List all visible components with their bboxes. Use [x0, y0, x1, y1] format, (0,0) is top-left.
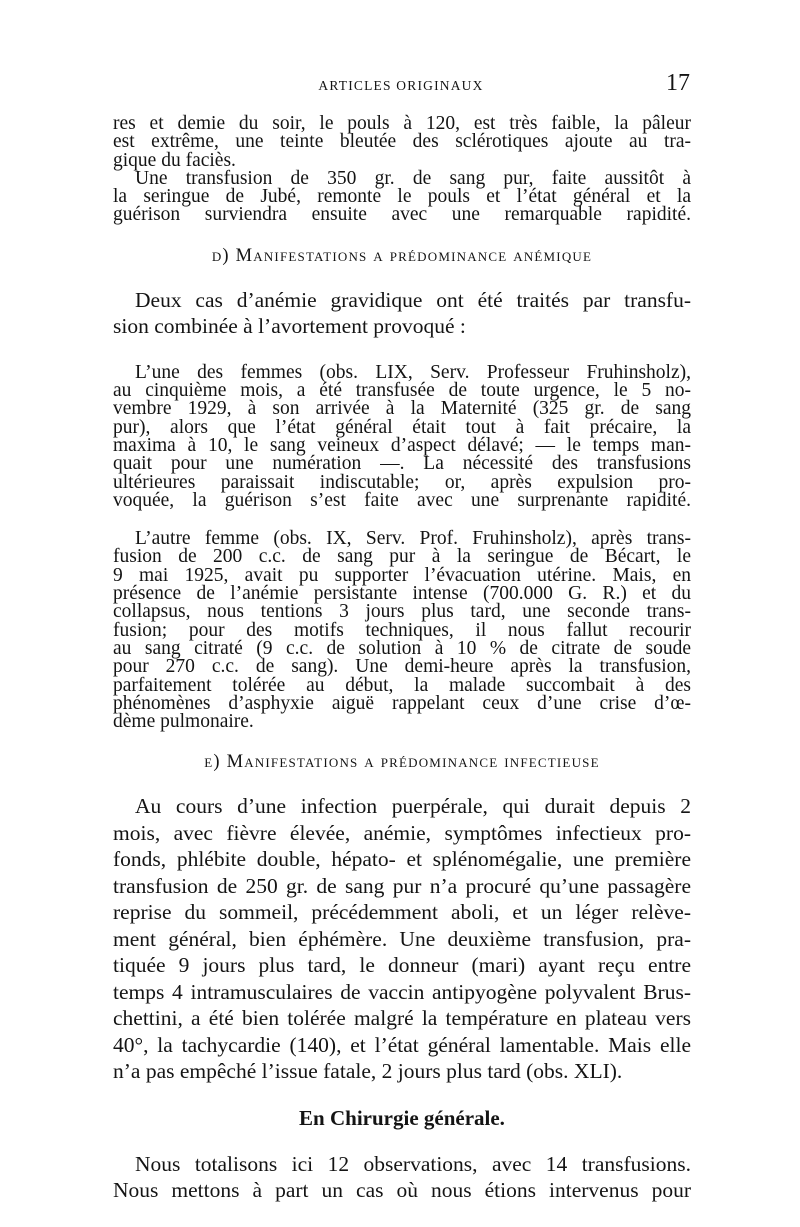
text-line: parfaitement tolérée au début, la malade succombait à des [113, 674, 691, 696]
text-line: guérison surviendra ensuite avec une remarquable rapidité. [113, 204, 691, 226]
text-line: la seringue de Jubé, remonte le pouls et l’état général et la [113, 186, 691, 208]
text-line: transfusion de 250 gr. de sang pur n’a procuré qu’une passagère [113, 873, 691, 898]
text-line: L’une des femmes (obs. LIX, Serv. Professeur Fruhinsholz), [135, 361, 691, 383]
page-body [113, 115, 691, 1204]
page-number: 17 [666, 70, 690, 96]
text-line: pour 270 c.c. de sang). Une demi-heure après la transfusion, [113, 656, 691, 678]
text-line: pur), alors que l’état général était tout à fait précaire, la [113, 416, 691, 438]
text-line: Nous totalisons ici 12 observations, avec 14 transfusions. [135, 1151, 691, 1176]
section-heading-e: e) Manifestations a prédominance infectieuse [204, 752, 600, 773]
text-line: fusion; pour des motifs techniques, il nous fallut recourir [113, 619, 691, 641]
running-title: ARTICLES ORIGINAUX [318, 78, 484, 93]
text-line: collapsus, nous tentions 3 jours plus tard, une seconde trans- [113, 601, 691, 623]
text-line: L’autre femme (obs. IX, Serv. Prof. Fruhinsholz), après trans- [135, 528, 691, 550]
text-line: présence de l’anémie persistante intense (700.000 G. R.) et du [113, 583, 691, 605]
text-line: quait pour une numération —. La nécessité des transfusions [113, 453, 691, 475]
paragraph-5 [113, 530, 691, 731]
paragraph-1 [113, 115, 691, 170]
text-line: fonds, phlébite double, hépato- et splénomégalie, une première [113, 847, 691, 872]
paragraph-6 [113, 793, 691, 1085]
text-line: est extrême, une teinte bleutée des sclérotiques ajoute au tra- [113, 131, 691, 153]
text-line: mois, avec fièvre élevée, anémie, symptômes infectieux pro- [113, 820, 691, 845]
text-line: 9 mai 1925, avait pu supporter l’évacuation utérine. Mais, en [113, 564, 691, 586]
text-line: au cinquième mois, a été transfusée de toute urgence, le 5 no- [113, 380, 691, 402]
paragraph-2 [113, 167, 691, 226]
text-line: chettini, a été bien tolérée malgré la température en plateau vers [113, 1006, 691, 1031]
section-heading-d: d) Manifestations a prédominance anémique [211, 245, 593, 266]
text-line: dème pulmonaire. [113, 711, 254, 733]
text-line: phénomènes d’asphyxie aiguë rappelant ceux d’une crise d’œ- [113, 692, 691, 714]
text-line: au sang citraté (9 c.c. de solution à 10 % de citrate de soude [113, 637, 691, 659]
text-line: ultérieures paraissait indiscutable; or, après expulsion pro- [113, 471, 691, 493]
text-line: sion combinée à l’avortement provoqué : [113, 314, 466, 339]
text-line: Une transfusion de 350 gr. de sang pur, faite aussitôt à [135, 167, 691, 189]
section-heading-chirurgie: En Chirurgie générale. [299, 1105, 505, 1130]
text-line: Nous mettons à part un cas où nous étions intervenus pour [113, 1178, 691, 1203]
text-line: ment général, bien éphémère. Une deuxième transfusion, pra- [113, 926, 691, 951]
text-line: n’a pas empêché l’issue fatale, 2 jours plus tard (obs. XLI). [113, 1059, 623, 1084]
running-header [112, 70, 690, 100]
text-line: gique du faciès. [113, 149, 236, 171]
text-line: Deux cas d’anémie gravidique ont été traités par transfu- [135, 287, 691, 312]
text-line: maxima à 10, le sang veineux d’aspect délavé; — le temps man- [113, 434, 691, 456]
paragraph-7 [113, 1151, 691, 1204]
paragraph-4 [113, 361, 691, 511]
text-line: 40°, la tachycardie (140), et l’état général lamentable. Mais elle [113, 1032, 691, 1057]
text-line: reprise du sommeil, précédemment aboli, et un léger relève- [113, 900, 691, 925]
text-line: res et demie du soir, le pouls à 120, est très faible, la pâleur [113, 113, 691, 134]
text-line: tiquée 9 jours plus tard, le donneur (mari) ayant reçu entre [113, 953, 691, 978]
text-line: temps 4 intramusculaires de vaccin antipyogène polyvalent Brus- [113, 979, 691, 1004]
text-line: vembre 1929, à son arrivée à la Maternité (325 gr. de sang [113, 398, 691, 420]
text-line: Au cours d’une infection puerpérale, qui durait depuis 2 [135, 794, 691, 819]
text-line: fusion de 200 c.c. de sang pur à la seringue de Bécart, le [113, 546, 691, 568]
paragraph-3 [113, 287, 691, 340]
text-line: voquée, la guérison s’est faite avec une surprenante rapidité. [113, 489, 691, 511]
